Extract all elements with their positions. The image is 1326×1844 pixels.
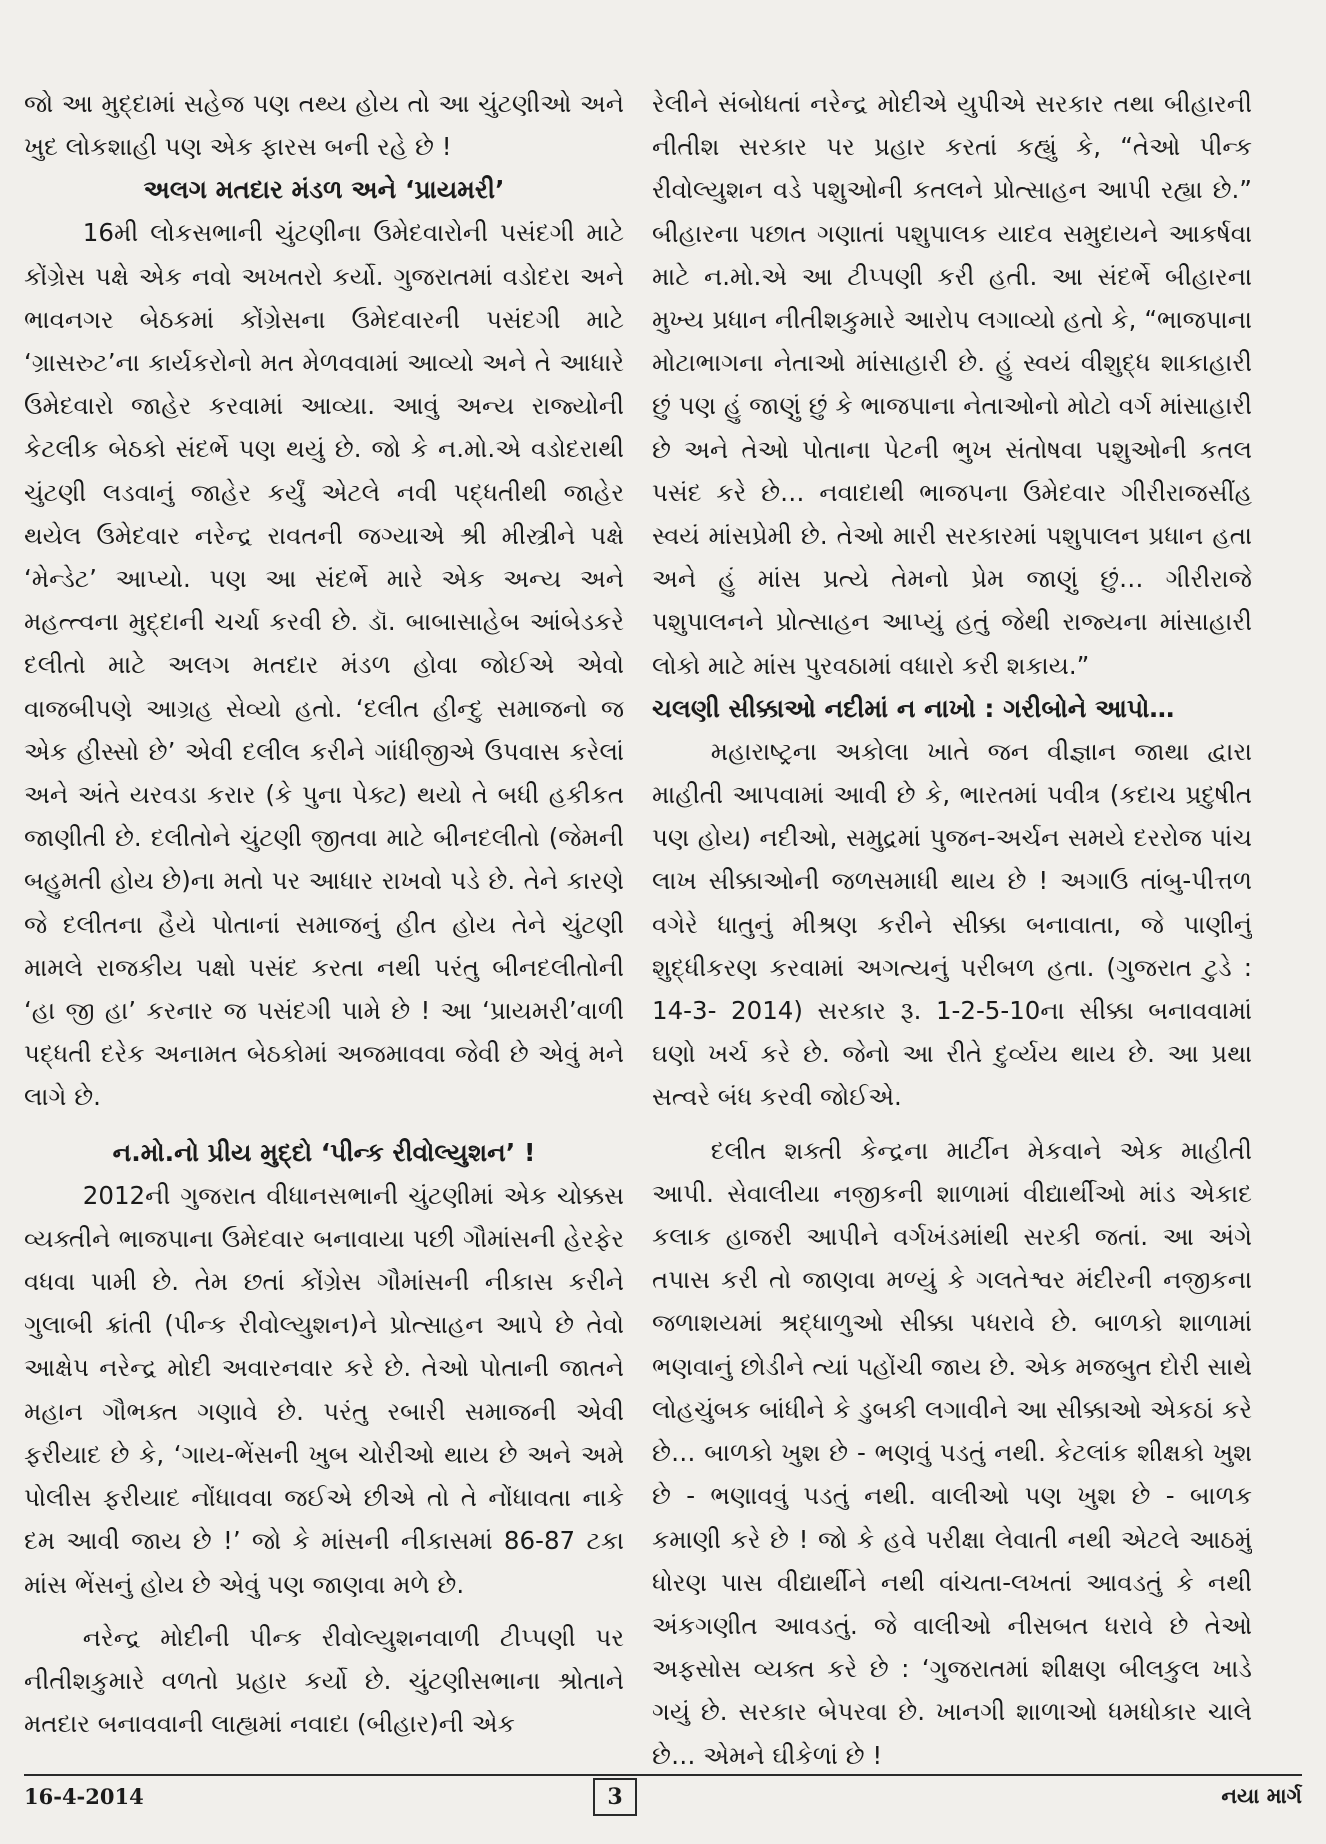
left-paragraph-4: નરેન્દ્ર મોદીની પીન્ક રીવોલ્યુશનવાળી ટીપ્પણી પર નીતીશકુમારે વળતો પ્રહાર કર્યો છે. ચુંટણીસભાના શ્રોતાને મતદાર બનાવવાની લાહ્યમાં નવાદા (બીહાર)ની એક — [24, 1622, 624, 1739]
right-paragraph-2: મહારાષ્ટ્રના અકોલા ખાતે જન વીજ્ઞાન જાથા દ્વારા માહીતી આપવામાં આવી છે કે, ભારતમાં પવીત્ર (કદાચ પ્રદુષીત પણ હોય) નદીઓ, સમુદ્રમાં પુજન-અર્ચન સમયે દરરોજ પાંચ લાખ સીક્કાઓની જળસમાધી થાય છે ! અગાઉ તાંબુ-પીત્તળ વગેરે ધાતુનું મીશ્રણ કરીને સીક્કા બનાવાતા, જે પાણીનું શુદ્ધીકરણ કરવામાં અગત્યનું પરીબળ હતા. (ગુજરાત ટુડે : 14-3- 2014) સરકાર રૂ. 1-2-5-10ના સીક્કા બનાવવામાં ઘણો ખર્ચ કરે છે. જેનો આ રીતે દુર્વ્યય થાય છે. આ પ્રથા સત્વરે બંધ કરવી જોઈએ. — [652, 736, 1252, 1112]
right-paragraph-3: દલીત શક્તી કેન્દ્રના માર્ટીન મેકવાને એક માહીતી આપી. સેવાલીયા નજીકની શાળામાં વીદ્યાર્થીઓ માંડ એકાદ કલાક હાજરી આપીને વર્ગખંડમાંથી સરકી જતાં. આ અંગે તપાસ કરી તો જાણવા મળ્યું કે ગલતેશ્વર મંદીરની નજીકના જળાશયમાં શ્રદ્ધાળુઓ સીક્કા પધરાવે છે. બાળકો શાળામાં ભણવાનું છોડીને ત્યાં પહોંચી જાય છે. એક મજબુત દોરી સાથે લોહચુંબક બાંધીને કે ડુબકી લગાવીને આ સીક્કાઓ એકઠાં કરે છે… બાળકો ખુશ છે - ભણવું પડતું નથી. કેટલાંક શીક્ષકો ખુશ છે - ભણાવવું પડતું નથી. વાલીઓ પણ ખુશ છે - બાળક કમાણી કરે છે ! જો કે હવે પરીક્ષા લેવાતી નથી એટલે આઠમું ધોરણ પાસ વીદ્યાર્થીને નથી વાંચતા-લખતાં આવડતું કે નથી અંકગણીત આવડતું. જે વાલીઓ નીસબત ધરાવે છે તેઓ અફસોસ વ્યક્ત કરે છે : ‘ગુજરાતમાં શીક્ષણ બીલકુલ ખાડે ગયું છે. સરકાર બેપરવા છે. ખાનગી શાળાઓ ધમધોકાર ચાલે છે… એમને ઘીકેળાં છે ! — [652, 1135, 1252, 1770]
left-paragraph-3: 2012ની ગુજરાત વીધાનસભાની ચુંટણીમાં એક ચોક્કસ વ્યક્તીને ભાજપાના ઉમેદવાર બનાવાયા પછી ગૌમાંસની હેરફેર વધવા પામી છે. તેમ છતાં કોંગ્રેસ ગૌમાંસની નીકાસ કરીને ગુલાબી ક્રાંતી (પીન્ક રીવોલ્યુશન)ને પ્રોત્સાહન આપે છે તેવો આક્ષેપ નરેન્દ્ર મોદી અવારનવાર કરે છે. તેઓ પોતાની જાતને મહાન ગૌભક્ત ગણાવે છે. પરંતુ રબારી સમાજની એવી ફરીયાદ છે કે, ‘ગાય-ભેંસની ખુબ ચોરીઓ થાય છે અને અમે પોલીસ ફરીયાદ નોંધાવવા જઈએ છીએ તો તે નોંધાવતા નાકે દમ આવી જાય છે !’ જો કે માંસની નીકાસમાં 86-87 ટકા માંસ ભેંસનું હોય છે એવું પણ જાણવા મળે છે. — [24, 1180, 624, 1599]
page-number: 3 — [593, 1778, 637, 1816]
left-paragraph-1: જો આ મુદ્દામાં સહેજ પણ તથ્ય હોય તો આ ચુંટણીઓ અને ખુદ લોકશાહી પણ એક ફારસ બની રહે છે ! — [24, 89, 624, 162]
section-heading-primary: અલગ મતદાર મંડળ અને ‘પ્રાયમરી’ — [143, 175, 505, 205]
footer-divider — [24, 1774, 1302, 1776]
issue-date: 16-4-2014 — [24, 1784, 144, 1809]
left-column — [24, 82, 624, 1782]
left-paragraph-2: 16મી લોકસભાની ચુંટણીના ઉમેદવારોની પસંદગી માટે કોંગ્રેસ પક્ષે એક નવો અખતરો કર્યો. ગુજરાતમાં વડોદરા અને ભાવનગર બેઠકમાં કોંગ્રેસના ઉમેદવારની પસંદગી માટે ‘ગ્રાસરુટ’ના કાર્યકરોનો મત મેળવવામાં આવ્યો અને તે આધારે ઉમેદવારો જાહેર કરવામાં આવ્યા. આવું અન્ય રાજ્યોની કેટલીક બેઠકો સંદર્ભે પણ થયું છે. જો કે ન.મો.એ વડોદરાથી ચુંટણી લડવાનું જાહેર કર્યું એટલે નવી પદ્ધતીથી જાહેર થયેલ ઉમેદવાર નરેન્દ્ર રાવતની જગ્યાએ શ્રી મીસ્ત્રીને પક્ષે ‘મેન્ડેટ’ આપ્યો. પણ આ સંદર્ભે મારે એક અન્ય અને મહત્ત્વના મુદ્દાની ચર્ચા કરવી છે. ડૉ. બાબાસાહેબ આંબેડકરે દલીતો માટે અલગ મતદાર મંડળ હોવા જોઈએ એવો વાજબીપણે આગ્રહ સેવ્યો હતો. ‘દલીત હીન્દુ સમાજનો જ એક હીસ્સો છે’ એવી દલીલ કરીને ગાંધીજીએ ઉપવાસ કરેલાં અને અંતે યરવડા કરાર (કે પુના પેક્ટ) થયો તે બધી હકીકત જાણીતી છે. દલીતોને ચુંટણી જીતવા માટે બીનદલીતો (જેમની બહુમતી હોય છે)ના મતો પર આધાર રાખવો પડે છે. તેને કારણે જે દલીતના હૈયે પોતાનાં સમાજનું હીત હોય તેને ચુંટણી મામલે રાજકીય પક્ષો પસંદ કરતા નથી પરંતુ બીનદલીતોની ‘હા જી હા’ કરનાર જ પસંદગી પામે છે ! આ ‘પ્રાયમરી’વાળી પદ્ધતી દરેક અનામત બેઠકોમાં અજમાવવા જેવી છે એવું મને લાગે છે. — [24, 218, 624, 1112]
right-paragraph-1: રેલીને સંબોધતાં નરેન્દ્ર મોદીએ યુપીએ સરકાર તથા બીહારની નીતીશ સરકાર પર પ્રહાર કરતાં કહ્યું કે, “તેઓ પીન્ક રીવોલ્યુશન વડે પશુઓની કતલને પ્રોત્સાહન આપી રહ્યા છે.” બીહારના પછાત ગણાતાં પશુપાલક યાદવ સમુદાયને આકર્ષવા માટે ન.મો.એ આ ટીપ્પણી કરી હતી. આ સંદર્ભે બીહારના મુખ્ય પ્રધાન નીતીશકુમારે આરોપ લગાવ્યો હતો કે, “ભાજપાના મોટાભાગના નેતાઓ માંસાહારી છે. હું સ્વયં વીશુદ્ધ શાકાહારી છું પણ હું જાણું છું કે ભાજપાના નેતાઓનો મોટો વર્ગ માંસાહારી છે અને તેઓ પોતાના પેટની ભુખ સંતોષવા પશુઓની કતલ પસંદ કરે છે… નવાદાથી ભાજપના ઉમેદવાર ગીરીરાજસીંહ સ્વયં માંસપ્રેમી છે. તેઓ મારી સરકારમાં પશુપાલન પ્રધાન હતા અને હું માંસ પ્રત્યે તેમનો પ્રેમ જાણું છું… ગીરીરાજે પશુપાલનને પ્રોત્સાહન આપ્યું હતું જેથી રાજ્યના માંસાહારી લોકો માટે માંસ પુરવઠામાં વધારો કરી શકાય.” — [652, 89, 1252, 680]
section-heading-pink-revolution: ન.મો.નો પ્રીય મુદ્દો ‘પીન્ક રીવોલ્યુશન’ ! — [112, 1137, 536, 1167]
right-column — [652, 82, 1252, 1782]
section-heading-coins: ચલણી સીક્કાઓ નદીમાં ન નાખો : ગરીબોને આપો… — [652, 693, 1175, 723]
magazine-name: નયા માર્ગ — [1221, 1784, 1302, 1808]
